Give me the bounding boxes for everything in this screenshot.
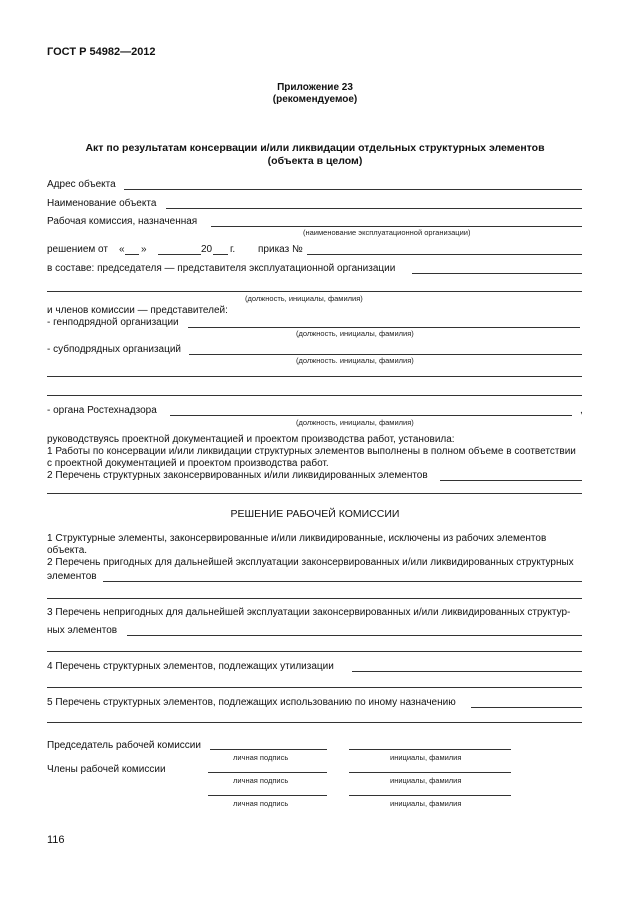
commission-line[interactable] (211, 226, 582, 227)
subcontractors-line-2[interactable] (47, 376, 582, 377)
established-item2: 2 Перечень структурных законсервированных и/или ликвидированных элементов (47, 470, 428, 481)
chair-signature-line[interactable] (210, 749, 327, 750)
decision-from-label: решением от (47, 244, 108, 255)
date-day-line[interactable] (125, 254, 139, 255)
page-number: 116 (47, 834, 65, 846)
commission-caption: (наименование эксплуатационной организации) (303, 228, 471, 237)
decision-heading: РЕШЕНИЕ РАБОЧЕЙ КОМИССИИ (230, 508, 400, 520)
established-intro: руководствуясь проектной документацией и проектом производства работ, установила: (47, 434, 455, 445)
decision-item5: 5 Перечень структурных элементов, подлежащих использованию по иному назначению (47, 697, 456, 708)
date-month-line[interactable] (158, 254, 201, 255)
appendix-title: Приложение 23 (277, 82, 353, 93)
established-item1-line2: с проектной документацией и проектом производства работ. (47, 458, 329, 469)
general-contractor-caption: (должность, инициалы, фамилия) (296, 329, 414, 338)
standard-number: ГОСТ Р 54982—2012 (47, 46, 156, 58)
object-name-label: Наименование объекта (47, 198, 157, 209)
chair-name-caption: инициалы, фамилия (390, 753, 462, 762)
decision-item4-line[interactable] (352, 671, 582, 672)
chair-line[interactable] (412, 273, 582, 274)
decision-item4: 4 Перечень структурных элементов, подлежащих утилизации (47, 661, 334, 672)
year-suffix: г. (230, 244, 236, 255)
rostekhnadzor-comma: , (580, 405, 583, 416)
date-open-quote: « (119, 244, 125, 255)
decision-item5-line-2[interactable] (47, 722, 582, 723)
decision-item5-line[interactable] (471, 707, 582, 708)
year-line[interactable] (213, 254, 228, 255)
address-label: Адрес объекта (47, 179, 116, 190)
member1-name-caption: инициалы, фамилия (390, 776, 462, 785)
year-prefix: 20 (201, 244, 213, 255)
decision-item2-line2: элементов (47, 571, 97, 582)
member1-signature-line[interactable] (208, 772, 327, 773)
member2-signature-line[interactable] (208, 795, 327, 796)
member1-signature-caption: личная подпись (233, 776, 289, 785)
member2-signature-caption: личная подпись (233, 799, 289, 808)
act-title-line1: Акт по результатам консервации и/или ликвидации отдельных структурных элементов (85, 142, 545, 154)
decision-item2-line1: 2 Перечень пригодных для дальнейшей эксплуатации законсервированных и/или ликвидированных структурных (47, 557, 574, 568)
chair-name-line[interactable] (349, 749, 511, 750)
subcontractors-caption: (должность. инициалы, фамилия) (296, 356, 414, 365)
act-title-line2: (объекта в целом) (267, 155, 363, 167)
decision-item3-line-2[interactable] (47, 651, 582, 652)
member2-name-caption: инициалы, фамилия (390, 799, 462, 808)
subcontractors-line-3[interactable] (47, 395, 582, 396)
members-signature-label: Члены рабочей комиссии (47, 764, 166, 775)
general-contractor-label: - генподрядной организации (47, 317, 179, 328)
member2-name-line[interactable] (349, 795, 511, 796)
chair-signature-label: Председатель рабочей комиссии (47, 740, 201, 751)
established-item2-line[interactable] (440, 480, 582, 481)
rostekhnadzor-label: - органа Ростехнадзора (47, 405, 157, 416)
decision-item2-line-2[interactable] (47, 598, 582, 599)
chair-caption: (должность, инициалы, фамилия) (245, 294, 363, 303)
member1-name-line[interactable] (349, 772, 511, 773)
decision-item3-line1: 3 Перечень непригодных для дальнейшей эксплуатации законсервированных и/или ликвидированных структур- (47, 607, 571, 618)
decision-item3-line[interactable] (127, 635, 582, 636)
order-line[interactable] (307, 254, 582, 255)
appendix-type: (рекомендуемое) (272, 94, 358, 105)
subcontractors-label: - субподрядных организаций (47, 344, 181, 355)
date-close-quote: » (141, 244, 147, 255)
chair-line-2[interactable] (47, 291, 582, 292)
object-name-line[interactable] (166, 208, 582, 209)
decision-item4-line-2[interactable] (47, 687, 582, 688)
subcontractors-line[interactable] (189, 354, 582, 355)
established-item2-line-2[interactable] (47, 493, 582, 494)
composition-label: в составе: председателя — представителя эксплуатационной организации (47, 263, 396, 274)
decision-item1-line1: 1 Структурные элементы, законсервированные и/или ликвидированные, исключены из рабочих элементов (47, 533, 547, 544)
members-label: и членов комиссии — представителей: (47, 305, 228, 316)
address-line[interactable] (124, 189, 582, 190)
rostekhnadzor-line[interactable] (170, 415, 572, 416)
decision-item2-line[interactable] (103, 581, 582, 582)
chair-signature-caption: личная подпись (233, 753, 289, 762)
order-label: приказ № (258, 244, 303, 255)
decision-item1-line2: объекта. (47, 545, 88, 556)
commission-label: Рабочая комиссия, назначенная (47, 216, 198, 227)
rostekhnadzor-caption: (должность, инициалы, фамилия) (296, 418, 414, 427)
decision-item3-line2: ных элементов (47, 625, 118, 636)
established-item1-line1: 1 Работы по консервации и/или ликвидации структурных элементов выполнены в полном объеме в соответствии (47, 446, 576, 457)
general-contractor-line[interactable] (188, 327, 580, 328)
